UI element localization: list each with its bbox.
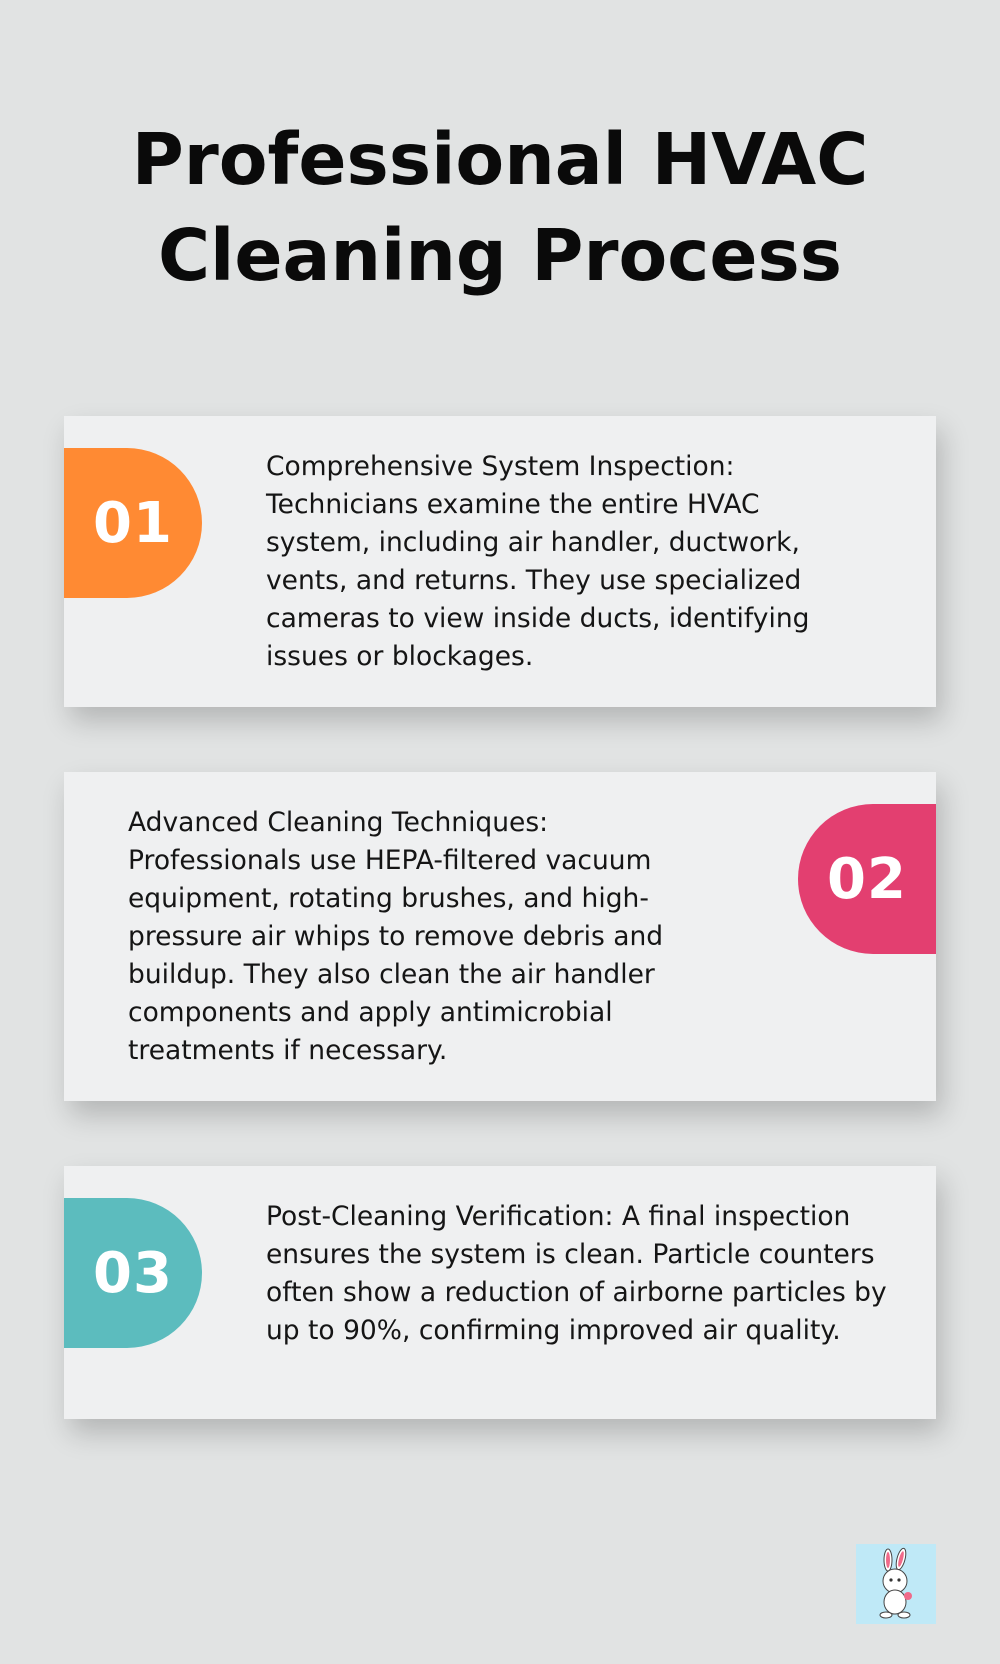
step-card-2 (64, 772, 936, 1101)
step-number-badge-1: 01 (64, 448, 202, 598)
step-number-badge-2: 02 (798, 804, 936, 954)
bunny-logo-icon (856, 1544, 936, 1624)
step-description-2: Advanced Cleaning Techniques: Professionals use HEPA-filtered vacuum equipment, rotating brushes, and high-pressure air whips to remove debris and buildup. They also clean the air handler components and apply antimicrobial treatments if necessary. (128, 807, 664, 1066)
step-card-3 (64, 1166, 936, 1419)
step-card-1 (64, 416, 936, 707)
step-description-1: Comprehensive System Inspection: Technicians examine the entire HVAC system, including air handler, ductwork, vents, and returns. They use specialized cameras to view inside ducts, identifying issues or blockages. (266, 451, 810, 672)
page-title: Professional HVAC Cleaning Process (131, 118, 869, 297)
step-description-3: Post-Cleaning Verification: A final inspection ensures the system is clean. Particle counters often show a reduction of airborne particles by up to 90%, confirming improved air quality. (266, 1201, 887, 1346)
step-number-badge-3: 03 (64, 1198, 202, 1348)
